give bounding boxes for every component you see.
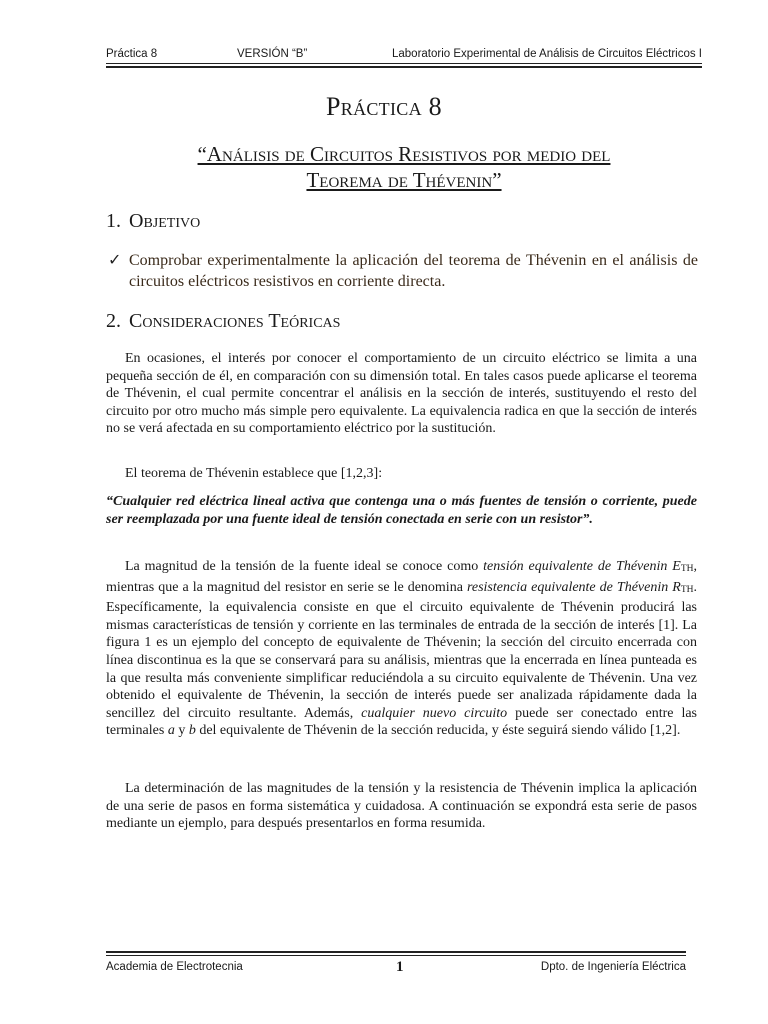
text-run: , mientras que a la magnitud del resistor en serie se le denomina bbox=[106, 559, 697, 595]
header-rule-thick bbox=[106, 66, 702, 68]
italic-run: resistencia equivalente de Thévenin R bbox=[466, 579, 681, 595]
section-number: 2. bbox=[106, 310, 121, 332]
subtitle-line-1: “Análisis de Circuitos Resistivos por medio del bbox=[197, 142, 611, 166]
text-run: La magnitud de la tensión de la fuente ideal se conoce como bbox=[125, 559, 484, 574]
footer-rule bbox=[106, 955, 686, 956]
text-run: puede ser conectado entre las terminales bbox=[106, 705, 698, 739]
italic-run: cualquier nuevo circuito bbox=[361, 705, 508, 721]
theorem-quote: “Cualquier red eléctrica lineal activa que contenga una o más fuentes de tensión o corriente, puede ser reemplazada por una fuente ideal de tensión conectada en serie con un resistor”. bbox=[106, 494, 697, 527]
header-rule bbox=[106, 63, 702, 64]
italic-run: a bbox=[167, 723, 175, 739]
section-heading-theory bbox=[106, 310, 340, 333]
header-practice: Práctica 8 bbox=[106, 48, 158, 60]
page-title: Práctica 8 bbox=[326, 92, 442, 121]
section-heading-objective bbox=[106, 210, 200, 233]
italic-run: b bbox=[188, 723, 196, 739]
objective-item bbox=[108, 250, 698, 292]
page-number: 1 bbox=[396, 959, 404, 975]
header-version: VERSIÓN “B” bbox=[237, 48, 308, 60]
subtitle-line-2: Teorema de Thévenin” bbox=[306, 168, 502, 192]
paragraph-definitions bbox=[106, 558, 697, 740]
objective-text: Comprobar experimentalmente la aplicación del teorema de Thévenin en el análisis de circuitos eléctricos resistivos en corriente directa. bbox=[129, 252, 698, 290]
header-lab-title: Laboratorio Experimental de Análisis de Circuitos Eléctricos I bbox=[391, 48, 702, 60]
section-title: Objetivo bbox=[129, 210, 201, 232]
paragraph-theorem-lead: El teorema de Thévenin establece que [1,2,3]: bbox=[125, 466, 383, 481]
check-icon: ✓ bbox=[108, 252, 122, 269]
paragraph-intro: En ocasiones, el interés por conocer el comportamiento de un circuito eléctrico se limita a una pequeña sección de él, en comparación con su dimensión total. En tales casos puede aplicarse el teorema de Thévenin, el cual permite concentrar el análisis en la sección de interés, sustituyendo el resto del circuito por otro mucho más simple pero equivalente. La equivalencia radica en que la sección de interés no se verá afectada en su comportamiento eléctrico por la sustitución. bbox=[106, 351, 697, 437]
paragraph-procedure: La determinación de las magnitudes de la tensión y la resistencia de Thévenin implica la aplicación de una serie de pasos en forma sistemática y cuidadosa. A continuación se expondrá esta serie de pasos mediante un ejemplo, para después presentarlos en forma resumida. bbox=[106, 781, 697, 832]
subscript: TH bbox=[680, 564, 694, 574]
page-subtitle bbox=[106, 141, 702, 193]
text-run: del equivalente de Thévenin de la sección reducida, y éste seguirá siendo válido [1,2]. bbox=[195, 723, 681, 739]
footer-department: Dpto. de Ingeniería Eléctrica bbox=[540, 961, 686, 973]
footer-rule-thick bbox=[106, 951, 686, 953]
footer-academy: Academia de Electrotecnia bbox=[106, 961, 243, 973]
subscript: TH bbox=[680, 584, 694, 595]
text-run: y bbox=[174, 723, 189, 739]
text-run: . Específicamente, la equivalencia consiste en que el circuito equivalente de Thévenin producirá las mismas características de tensión y corriente en las terminales de entrada de la sección de interés [1]. La figura 1 es un ejemplo del concepto de equivalente de Thévenin; la sección del circuito encerrada con línea discontinua es la que se conservará para su análisis, mientras que la encerrada en línea punteada es la que resulta más conveniente simplificar reduciéndola a su circuito equivalente de Thévenin. Una vez obtenido el equivalente de Thévenin, la sección de interés puede ser analizada rápidamente dada la sencillez del circuito resultante. Además, bbox=[106, 579, 697, 721]
section-title: Consideraciones Teóricas bbox=[129, 310, 341, 332]
italic-run: tensión equivalente de Thévenin E bbox=[483, 559, 681, 574]
section-number: 1. bbox=[106, 210, 121, 232]
